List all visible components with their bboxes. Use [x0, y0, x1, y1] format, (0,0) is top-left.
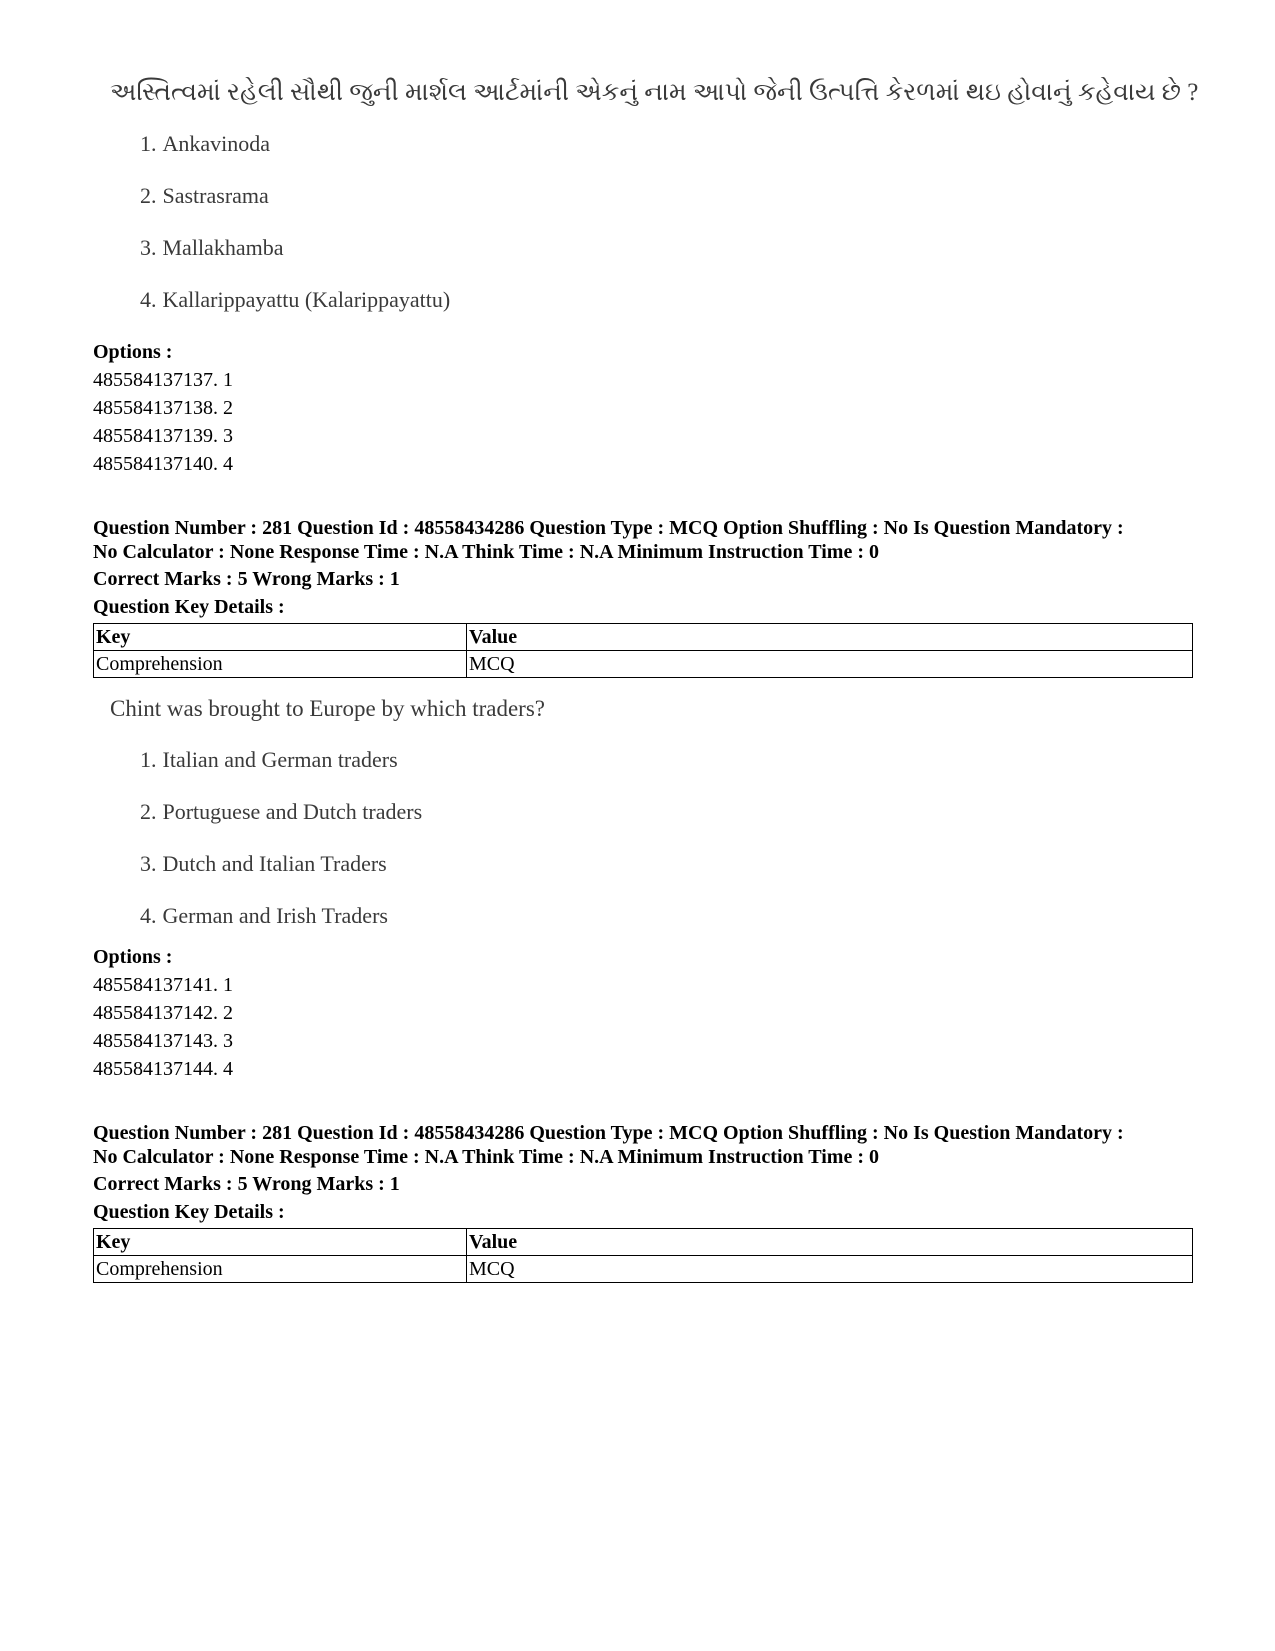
choice-number: 3.: [140, 851, 157, 876]
option-item: 485584137144. 4: [93, 1058, 233, 1080]
option-item: 485584137139. 3: [93, 425, 233, 447]
table-cell: Comprehension: [94, 651, 467, 678]
options-label: Options :: [93, 341, 173, 363]
choice-text: Ankavinoda: [162, 131, 271, 156]
meta-line-1: Question Number : 281 Question Id : 48558434286 Question Type : MCQ Option Shuffling : No Is Question Mandatory :: [93, 1122, 1124, 1144]
choice-item: [140, 902, 388, 930]
choice-item: [140, 798, 422, 826]
table-header-row: [94, 624, 1193, 651]
choice-text: German and Irish Traders: [162, 903, 388, 928]
option-item: 485584137137. 1: [93, 369, 233, 391]
choice-text: Sastrasrama: [162, 183, 269, 208]
marks-line: Correct Marks : 5 Wrong Marks : 1: [93, 1173, 400, 1195]
table-row: [94, 1256, 1193, 1283]
meta-line-2: No Calculator : None Response Time : N.A Think Time : N.A Minimum Instruction Time : 0: [93, 1146, 879, 1168]
meta-line-1: Question Number : 281 Question Id : 48558434286 Question Type : MCQ Option Shuffling : No Is Question Mandatory :: [93, 517, 1124, 539]
table-header-cell: Value: [467, 624, 1193, 651]
table-cell: Comprehension: [94, 1256, 467, 1283]
table-row: [94, 651, 1193, 678]
choice-text: Italian and German traders: [162, 747, 398, 772]
choice-number: 4.: [140, 287, 157, 312]
question-image: [110, 694, 545, 928]
question-meta: [93, 1121, 1213, 1169]
key-details-label: Question Key Details :: [93, 1201, 285, 1223]
choice-number: 3.: [140, 235, 157, 260]
question-meta: [93, 516, 1213, 564]
choice-text: Dutch and Italian Traders: [162, 851, 387, 876]
question-text: Chint was brought to Europe by which traders?: [110, 696, 545, 721]
key-details-table: [93, 1228, 1193, 1283]
key-details-label: Question Key Details :: [93, 596, 285, 618]
choice-text: Mallakhamba: [162, 235, 284, 260]
key-details-table: [93, 623, 1193, 678]
table-header-cell: Key: [94, 624, 467, 651]
question-image: [110, 78, 1199, 312]
table-header-cell: Key: [94, 1229, 467, 1256]
meta-line-2: No Calculator : None Response Time : N.A Think Time : N.A Minimum Instruction Time : 0: [93, 541, 879, 563]
choice-item: [140, 182, 269, 210]
choice-item: [140, 130, 270, 158]
choice-text: Kallarippayattu (Kalarippayattu): [162, 287, 451, 312]
choice-number: 2.: [140, 183, 157, 208]
table-header-row: [94, 1229, 1193, 1256]
choice-item: [140, 234, 283, 262]
table-header-cell: Value: [467, 1229, 1193, 1256]
question-text: અસ્તિત્વમાં રહેલી સૌથી જુની માર્શલ આર્ટમાંની એકનું નામ આપો જેની ઉત્પત્તિ કેરળમાં થઇ હોવાનું કહેવાય છે ?: [110, 79, 1199, 106]
option-item: 485584137143. 3: [93, 1030, 233, 1052]
table-cell: MCQ: [467, 651, 1193, 678]
option-item: 485584137141. 1: [93, 974, 233, 996]
options-label: Options :: [93, 946, 173, 968]
choice-item: [140, 850, 387, 878]
choice-number: 1.: [140, 747, 157, 772]
option-item: 485584137142. 2: [93, 1002, 233, 1024]
option-item: 485584137140. 4: [93, 453, 233, 475]
choice-text: Portuguese and Dutch traders: [162, 799, 423, 824]
choice-item: [140, 286, 450, 314]
marks-line: Correct Marks : 5 Wrong Marks : 1: [93, 568, 400, 590]
table-cell: MCQ: [467, 1256, 1193, 1283]
choice-number: 2.: [140, 799, 157, 824]
choice-number: 4.: [140, 903, 157, 928]
choice-item: [140, 746, 398, 774]
choice-number: 1.: [140, 131, 157, 156]
option-item: 485584137138. 2: [93, 397, 233, 419]
